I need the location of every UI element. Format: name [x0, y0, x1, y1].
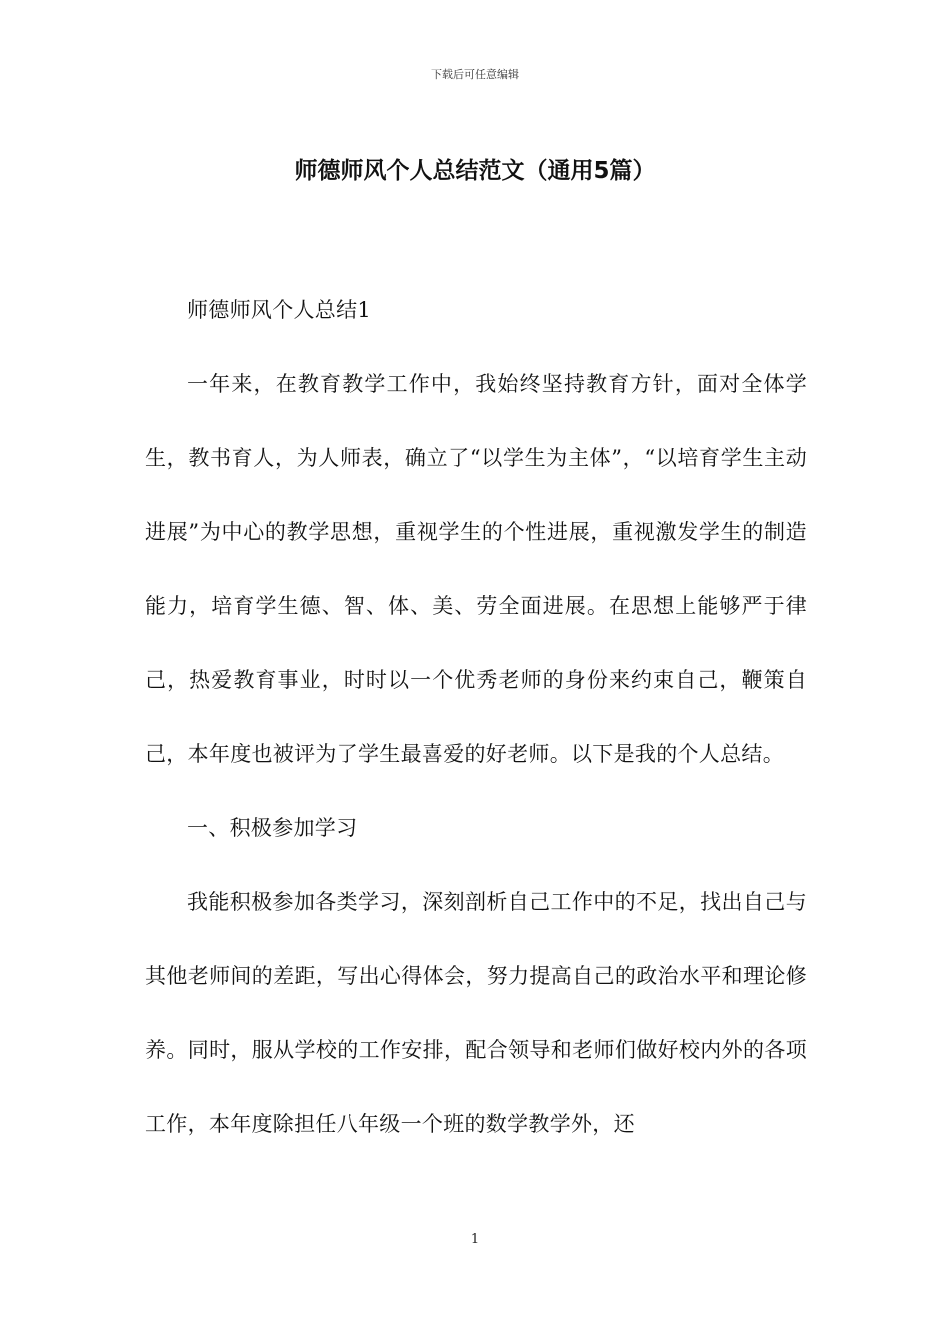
page-number: 1 — [470, 1232, 480, 1247]
document-title: 师德师风个人总结范文（通用5篇） — [294, 158, 656, 184]
section-heading-study: 一、积极参加学习 — [187, 816, 358, 840]
document-body — [145, 273, 807, 1161]
header-note: 下载后可任意编辑 — [431, 68, 519, 81]
paragraph-intro: 一年来，在教育教学工作中，我始终坚持教育方针，面对全体学生，教书育人，为人师表，确立了“以学生为主体”，“以培育学生主动进展”为中心的教学思想，重视学生的个性进展，重视激发学生的制造能力，培育学生德、智、体、美、劳全面进展。在思想上能够严于律己，热爱教育事业，时时以一个优秀老师的身份来约束自己，鞭策自己，本年度也被评为了学生最喜爱的好老师。以下是我的个人总结。 — [145, 372, 807, 766]
section-heading-1: 师德师风个人总结1 — [187, 298, 372, 322]
paragraph-study: 我能积极参加各类学习，深刻剖析自己工作中的不足，找出自己与其他老师间的差距，写出心得体会，努力提高自己的政治水平和理论修养。同时，服从学校的工作安排，配合领导和老师们做好校内外的各项工作，本年度除担任八年级一个班的数学教学外，还 — [145, 890, 807, 1136]
